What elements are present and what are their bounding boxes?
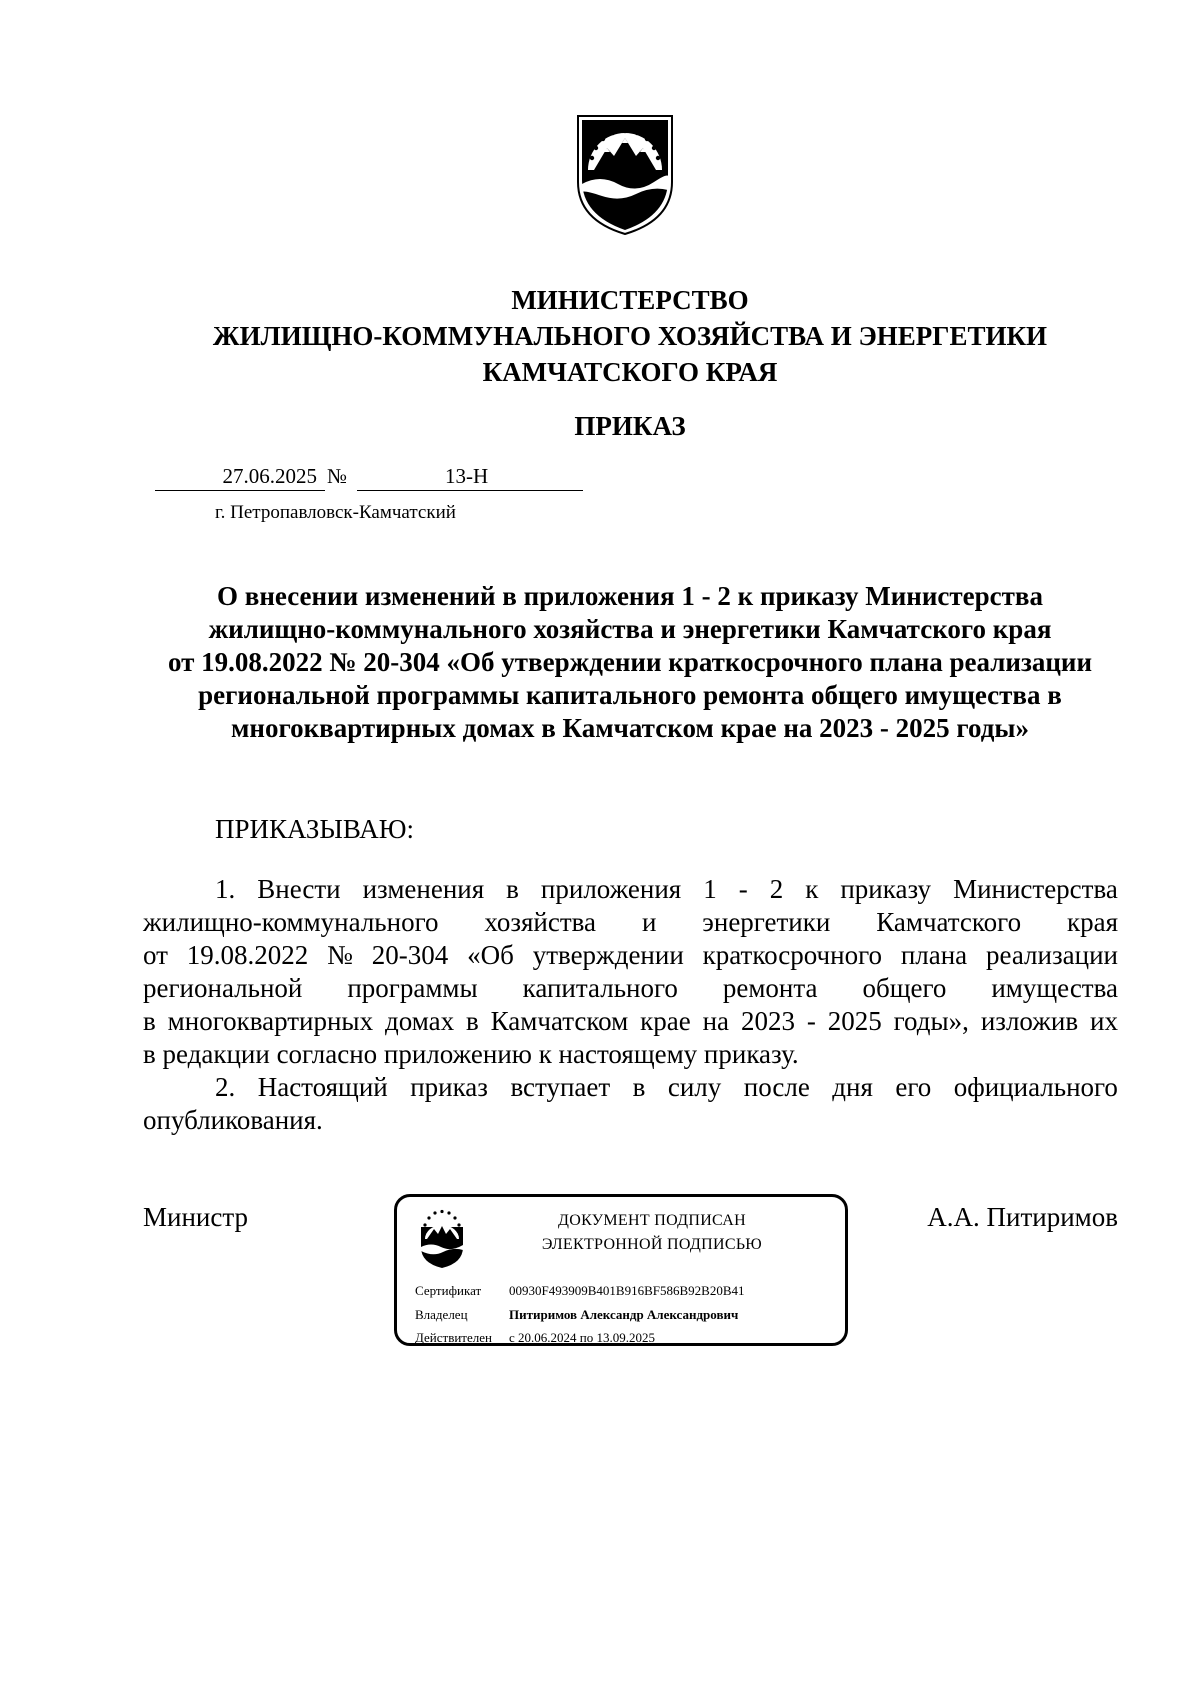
owner-label: Владелец xyxy=(415,1307,468,1322)
body-word: годы», xyxy=(893,1006,969,1036)
ministry-line: КАМЧАТСКОГО КРАЯ xyxy=(482,357,778,387)
subject-line: от 19.08.2022 № 20-304 «Об утверждении краткосрочного плана реализации xyxy=(168,647,1092,677)
body-word: реализации xyxy=(986,940,1118,970)
certificate-value: 00930F493909B401B916BF586B92B20B41 xyxy=(509,1283,745,1298)
electronic-signature-stamp xyxy=(394,1194,848,1346)
body-line xyxy=(143,972,1118,1005)
body-word: капитального xyxy=(522,973,678,1003)
signatory-name: А.А. Питиримов xyxy=(927,1202,1118,1232)
body-line xyxy=(143,1071,1118,1104)
body-word: силу xyxy=(667,1072,722,1102)
body-word: № xyxy=(327,940,353,970)
body-word: Внести xyxy=(257,874,341,904)
body-word: утверждении xyxy=(532,940,684,970)
body-word: в xyxy=(143,1006,156,1036)
document-number: 13-Н xyxy=(357,462,583,491)
body-word: его xyxy=(895,1072,932,1102)
body-word: имущества xyxy=(991,973,1118,1003)
body-word: приказу xyxy=(840,874,932,904)
stamp-heading-line: ДОКУМЕНТ ПОДПИСАН xyxy=(558,1212,746,1229)
signature-emblem-icon xyxy=(417,1209,467,1269)
body-word: хозяйства xyxy=(484,907,597,937)
stamp-heading-line: ЭЛЕКТРОННОЙ ПОДПИСЬЮ xyxy=(541,1236,763,1253)
body-word: 20-304 xyxy=(371,940,449,970)
body-word: 1 xyxy=(703,874,717,904)
body-word: общего xyxy=(862,973,947,1003)
body-word: крае xyxy=(640,1006,691,1036)
body-word: приказ xyxy=(410,1072,488,1102)
body-word: приложения xyxy=(540,874,682,904)
body-word: энергетики xyxy=(702,907,831,937)
validity-label: Действителен xyxy=(415,1330,492,1345)
body-word: - xyxy=(806,1006,816,1036)
body-word: в xyxy=(632,1072,646,1102)
body-word: жилищно-коммунального xyxy=(143,907,439,937)
body-word: домах xyxy=(384,1006,455,1036)
body-word: в xyxy=(466,1006,479,1036)
owner-row xyxy=(415,1305,738,1325)
body-word: 19.08.2022 xyxy=(186,940,309,970)
ministry-line: ЖИЛИЩНО-КОММУНАЛЬНОГО ХОЗЯЙСТВА И ЭНЕРГЕТИКИ xyxy=(212,321,1048,351)
body-word: края xyxy=(1066,907,1118,937)
number-sign: № xyxy=(327,464,348,488)
subject-line: региональной программы капитального ремонта общего имущества в xyxy=(198,680,1062,710)
body-line: в редакции согласно приложению к настоящему приказу. xyxy=(143,1039,799,1069)
body-line xyxy=(143,906,1118,939)
body-line xyxy=(143,1005,1118,1038)
coat-of-arms-icon xyxy=(572,112,678,238)
body-line: опубликования. xyxy=(143,1105,323,1135)
body-line xyxy=(143,939,1118,972)
body-word: к xyxy=(805,874,819,904)
body-word: дня xyxy=(832,1072,873,1102)
body-word: изменения xyxy=(362,874,485,904)
body-word: плана xyxy=(900,940,968,970)
subject-line: О внесении изменений в приложения 1 - 2 к приказу Министерства xyxy=(217,581,1043,611)
certificate-row xyxy=(415,1281,745,1301)
signatory-title: Министр xyxy=(143,1202,248,1232)
body-word: 2 xyxy=(769,874,784,904)
stamp-heading xyxy=(477,1209,827,1257)
body-word: краткосрочного xyxy=(702,940,882,970)
body-word: - xyxy=(738,874,748,904)
owner-value: Питиримов Александр Александрович xyxy=(509,1307,739,1322)
body-word: 2. xyxy=(215,1072,236,1102)
body-word: на xyxy=(702,1006,730,1036)
validity-row xyxy=(415,1328,655,1348)
document-subject xyxy=(135,580,1125,745)
ministry-name xyxy=(150,282,1110,390)
body-word: Камчатском xyxy=(490,1006,629,1036)
body-word: изложив xyxy=(980,1006,1079,1036)
body-line xyxy=(143,873,1118,906)
body-word: программы xyxy=(347,973,478,1003)
ministry-line: МИНИСТЕРСТВО xyxy=(511,285,749,315)
body-word: в xyxy=(506,874,519,904)
body-word: официального xyxy=(953,1072,1118,1102)
body-word: Министерства xyxy=(953,874,1118,904)
document-type: ПРИКАЗ xyxy=(574,411,686,441)
subject-line: многоквартирных домах в Камчатском крае на 2023 - 2025 годы» xyxy=(231,713,1029,743)
body-word: и xyxy=(641,907,657,937)
body-word: от xyxy=(143,940,168,970)
body-word: вступает xyxy=(510,1072,611,1102)
certificate-label: Сертификат xyxy=(415,1283,482,1298)
body-word: «Об xyxy=(467,940,514,970)
body-word: ремонта xyxy=(722,973,818,1003)
body-word: их xyxy=(1090,1006,1118,1036)
body-word: Камчатского xyxy=(876,907,1022,937)
directive: ПРИКАЗЫВАЮ: xyxy=(215,814,414,844)
validity-value: с 20.06.2024 по 13.09.2025 xyxy=(509,1330,655,1345)
document-date: 27.06.2025 xyxy=(155,462,325,491)
body-word: 1. xyxy=(215,874,236,904)
body-word: 2025 xyxy=(827,1006,882,1036)
document-body xyxy=(143,873,1118,1137)
body-word: 2023 xyxy=(740,1006,795,1036)
body-word: многоквартирных xyxy=(167,1006,374,1036)
subject-line: жилищно-коммунального хозяйства и энергетики Камчатского края xyxy=(208,614,1052,644)
body-word: региональной xyxy=(143,973,303,1003)
body-word: Настоящий xyxy=(257,1072,388,1102)
city: г. Петропавловск-Камчатский xyxy=(215,502,456,523)
body-word: после xyxy=(743,1072,810,1102)
